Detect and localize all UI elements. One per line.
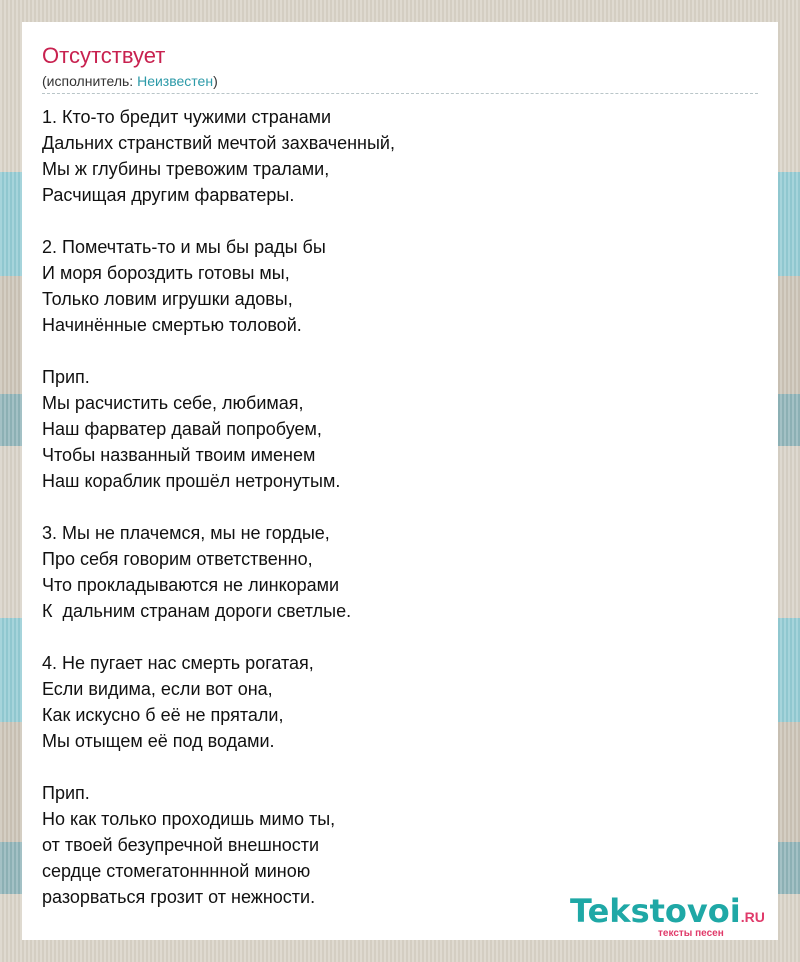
lyric-line: Мы отыщем её под водами.	[42, 731, 275, 751]
logo-tagline: тексты песен	[658, 928, 724, 939]
lyric-line: разорваться грозит от нежности.	[42, 887, 316, 907]
lyric-line: Расчищая другим фарватеры.	[42, 185, 295, 205]
lyric-line: И моря бороздить готовы мы,	[42, 263, 290, 283]
lyric-line: Наш фарватер давай попробуем,	[42, 419, 322, 439]
stanza-break	[42, 494, 395, 520]
lyric-line: Но как только проходишь мимо ты,	[42, 809, 336, 829]
lyric-line: Начинённые смертью толовой.	[42, 315, 302, 335]
lyric-line: сердце стомегатонннной миною	[42, 861, 311, 881]
song-title: Отсутствует	[42, 43, 166, 68]
logo-name: Tekstovoi	[570, 892, 741, 930]
logo-domain: .RU	[740, 909, 765, 925]
stanza-break	[42, 208, 395, 234]
artist-line	[42, 72, 218, 90]
lyric-line: Если видима, если вот она,	[42, 679, 273, 699]
lyric-line: Как искусно б её не прятали,	[42, 705, 284, 725]
lyric-line: 4. Не пугает нас смерть рогатая,	[42, 653, 314, 673]
artist-prefix: (исполнитель:	[42, 73, 138, 89]
lyric-line: Чтобы названный твоим именем	[42, 445, 316, 465]
lyric-line: Наш кораблик прошёл нетронутым.	[42, 471, 341, 491]
lyric-line: Прип.	[42, 783, 90, 803]
lyric-line: от твоей безупречной внешности	[42, 835, 320, 855]
lyric-line: Прип.	[42, 367, 90, 387]
lyric-line: 3. Мы не плачемся, мы не гордые,	[42, 523, 330, 543]
lyric-line: Только ловим игрушки адовы,	[42, 289, 293, 309]
lyrics-panel	[22, 22, 778, 940]
lyric-line: Про себя говорим ответственно,	[42, 549, 313, 569]
stanza-break	[42, 754, 395, 780]
lyric-line: Мы расчистить себе, любимая,	[42, 393, 304, 413]
stanza-break	[42, 338, 395, 364]
artist-link[interactable]: Неизвестен	[137, 73, 214, 89]
lyric-line: 1. Кто-то бредит чужими странами	[42, 107, 332, 127]
site-logo[interactable]	[570, 892, 765, 939]
lyric-line: Дальних странствий мечтой захваченный,	[42, 133, 395, 153]
lyric-line: К дальним странам дороги светлые.	[42, 601, 352, 621]
lyric-line: Мы ж глубины тревожим тралами,	[42, 159, 330, 179]
lyrics-text	[42, 104, 395, 910]
stanza-break	[42, 624, 395, 650]
lyric-line: Что прокладываются не линкорами	[42, 575, 340, 595]
divider	[42, 93, 758, 94]
lyric-line: 2. Помечтать-то и мы бы рады бы	[42, 237, 326, 257]
artist-suffix: )	[213, 73, 218, 89]
